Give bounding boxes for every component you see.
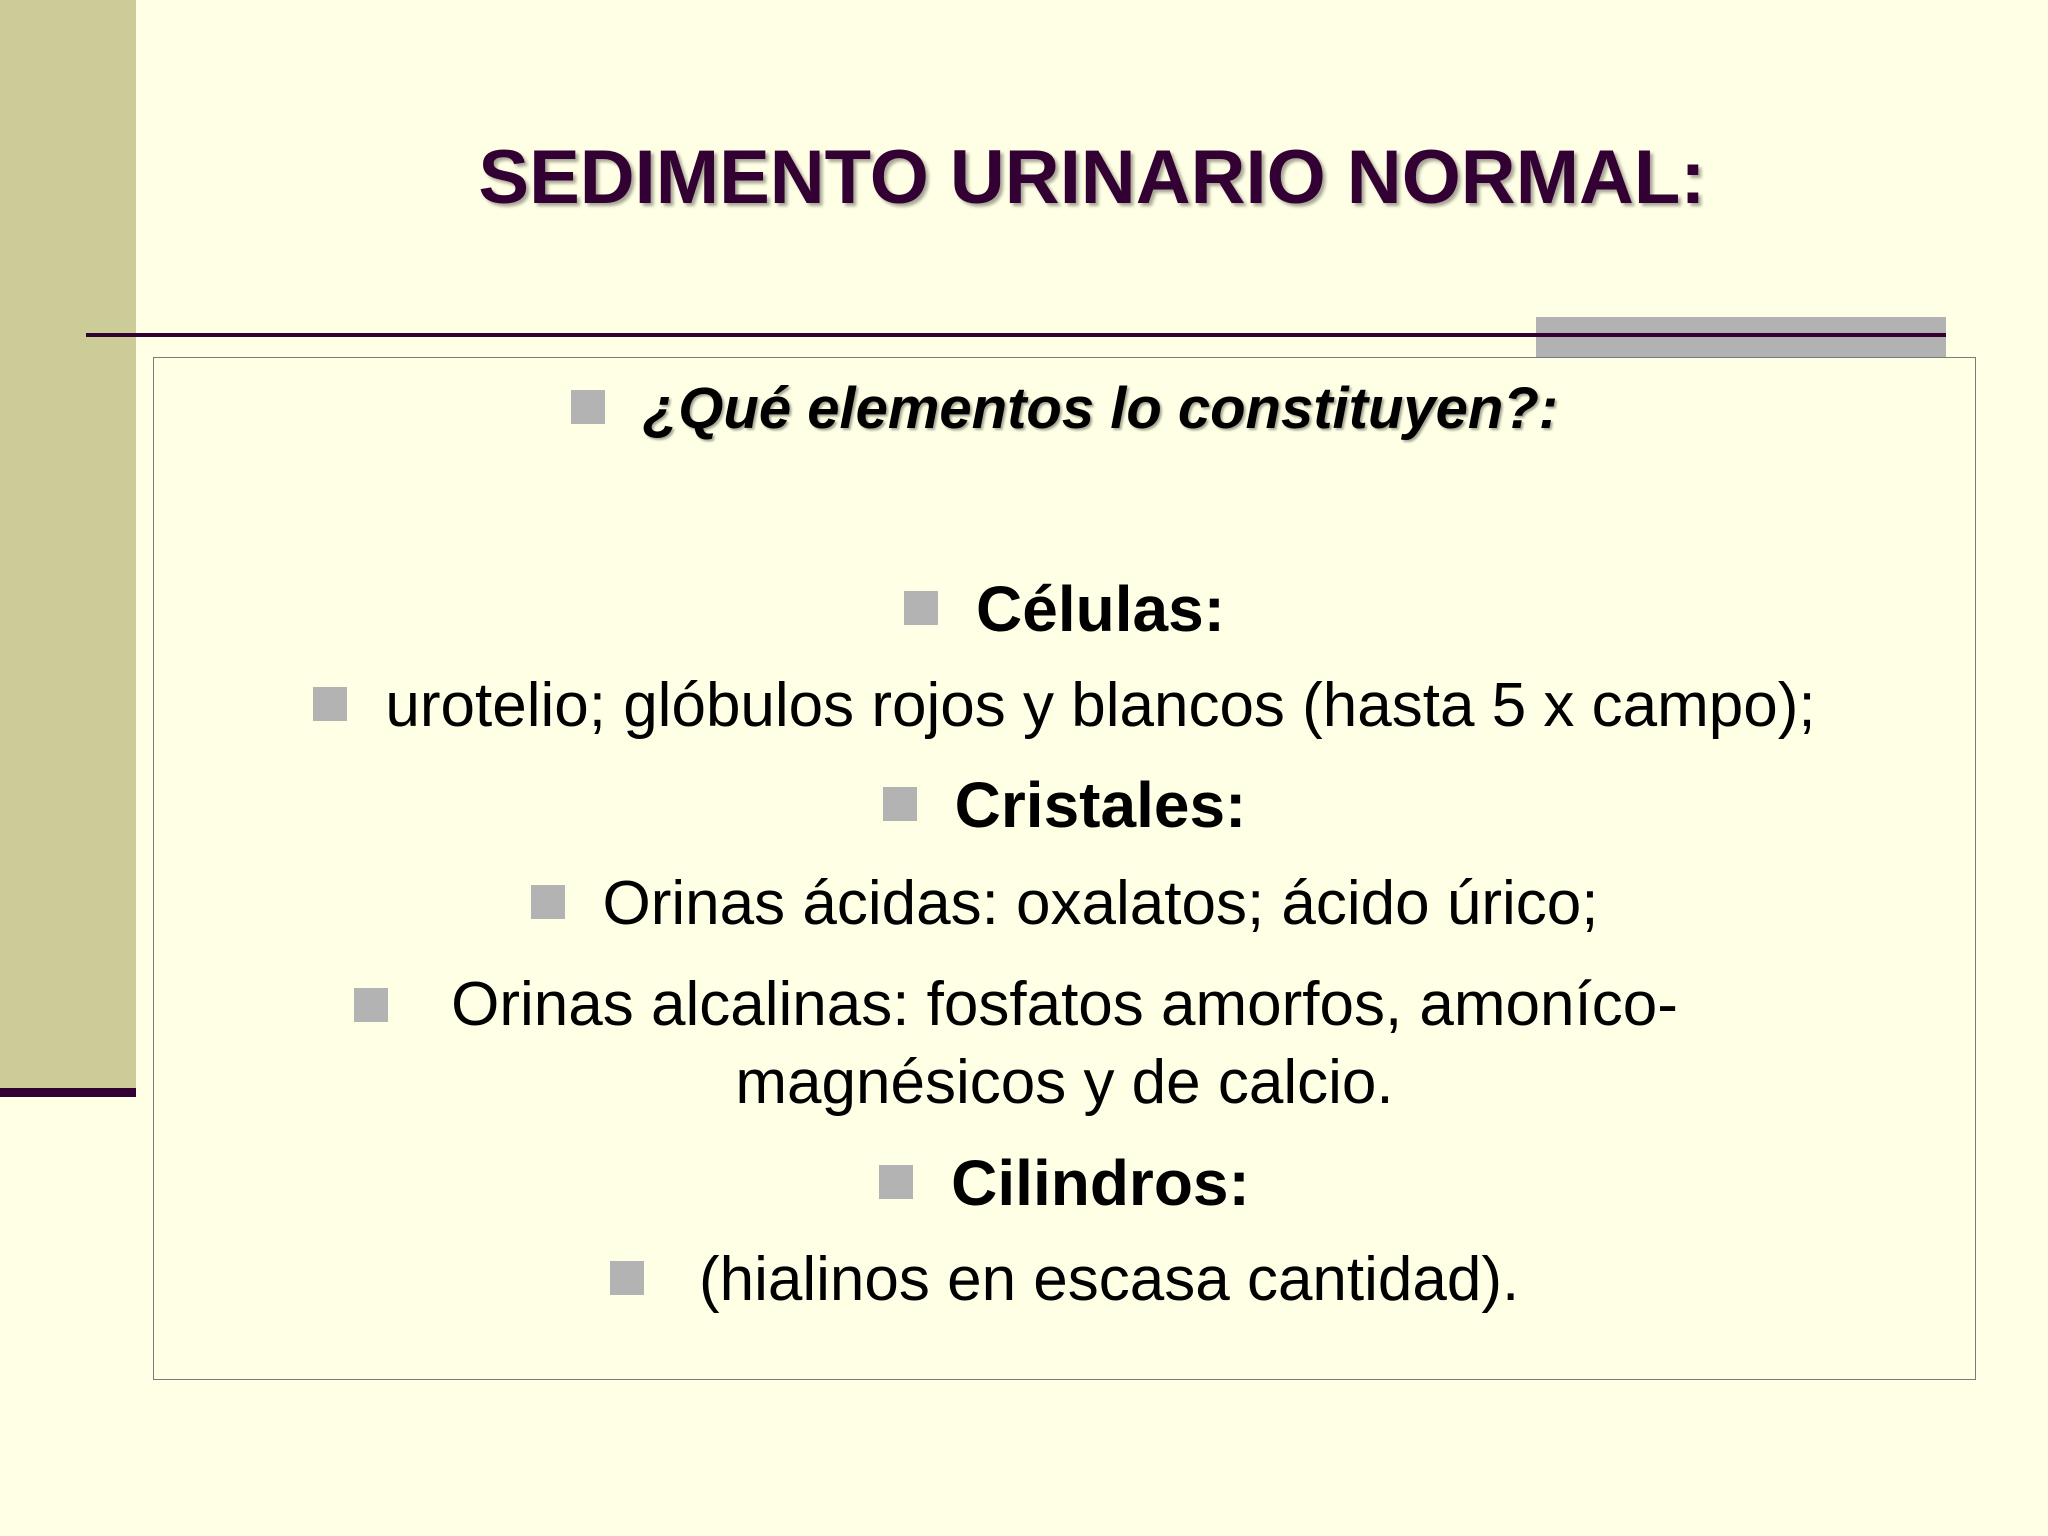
square-bullet-icon	[610, 1261, 644, 1295]
square-bullet-icon	[313, 687, 347, 721]
bullet-item-celulas-heading	[153, 572, 1976, 646]
square-bullet-icon	[904, 591, 938, 625]
square-bullet-icon	[879, 1165, 913, 1199]
bullet-text: ¿Qué elementos lo constituyen?:	[642, 376, 1559, 441]
bullet-item-cilindros-heading	[153, 1146, 1976, 1220]
bullet-text: Cristales:	[954, 769, 1247, 841]
accent-block	[1536, 317, 1946, 357]
bullet-text: urotelio; glóbulos rojos y blancos (hasta 5 x campo);	[385, 671, 1816, 740]
slide-title: SEDIMENTO URINARIO NORMAL:	[478, 135, 1706, 220]
bullet-item-question	[153, 375, 1976, 442]
bullet-text: Células:	[976, 573, 1225, 645]
square-bullet-icon	[571, 390, 605, 424]
bullet-item-orinas-acidas	[153, 868, 1976, 939]
square-bullet-icon	[883, 787, 917, 821]
bullet-text: Orinas alcalinas: fosfatos amorfos, amoníco-magnésicos y de calcio.	[451, 970, 1678, 1117]
left-decorative-band	[0, 0, 136, 1088]
bullet-text: Cilindros:	[951, 1147, 1250, 1219]
square-bullet-icon	[354, 988, 388, 1022]
bullet-item-celulas-detail	[153, 670, 1976, 741]
bullet-text: (hialinos en escasa cantidad).	[681, 1245, 1520, 1314]
square-bullet-icon	[531, 885, 565, 919]
bullet-item-orinas-alcalinas	[153, 966, 1976, 1122]
bullet-text: Orinas ácidas: oxalatos; ácido úrico;	[602, 869, 1599, 938]
bullet-item-cristales-heading	[153, 768, 1976, 842]
left-band-rule	[0, 1088, 136, 1097]
bullet-item-cilindros-detail	[153, 1244, 1976, 1315]
